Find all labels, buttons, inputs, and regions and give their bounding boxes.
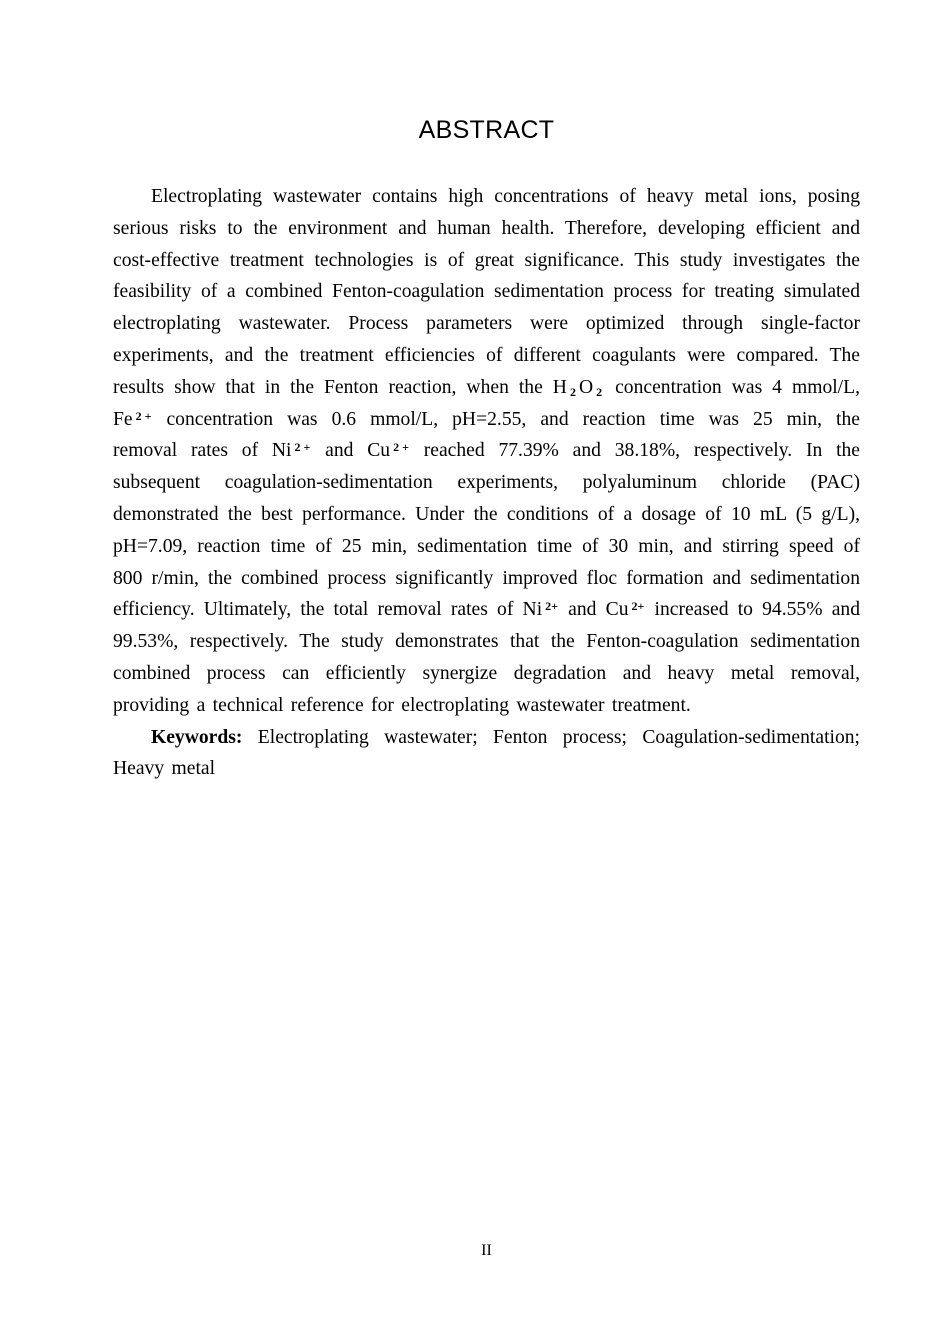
text-line xyxy=(113,626,860,658)
keywords-label: Keywords: xyxy=(151,726,243,748)
superscript: 2 + xyxy=(393,440,409,455)
text-line xyxy=(113,435,860,467)
text-line xyxy=(113,276,860,308)
text-run: Heavy metal xyxy=(113,758,216,780)
subscript: 2 xyxy=(596,385,603,400)
text-run: efficiency. Ultimately, the total removal rates of Ni xyxy=(113,599,543,621)
text-line xyxy=(113,181,860,213)
text-run: concentration was 4 mmol/L, xyxy=(605,376,860,398)
text-run: electroplating wastewater. Process parameters were optimized through single-factor xyxy=(113,313,860,335)
text-run: concentration was 0.6 mmol/L, pH=2.55, and reaction time was 25 min, the xyxy=(152,408,860,430)
text-line xyxy=(113,404,860,436)
text-run: increased to 94.55% and xyxy=(645,599,861,621)
page-number: II xyxy=(481,1242,492,1259)
text-run: Fe xyxy=(113,408,133,430)
text-line xyxy=(113,690,860,722)
abstract-body xyxy=(113,181,860,785)
text-run: O xyxy=(578,376,594,398)
text-line xyxy=(113,753,860,785)
superscript: 2+ xyxy=(545,599,558,614)
superscript: 2 + xyxy=(135,408,152,423)
text-line xyxy=(113,308,860,340)
text-run: experiments, and the treatment efficiencies of different coagulants were compared. The xyxy=(113,344,860,366)
text-run: and Cu xyxy=(311,440,391,462)
text-line xyxy=(113,340,860,372)
subscript: 2 xyxy=(569,385,576,400)
abstract-keywords xyxy=(113,722,860,786)
text-run: 99.53%, respectively. The study demonstrates that the Fenton-coagulation sedimentation xyxy=(113,631,860,653)
text-line xyxy=(113,499,860,531)
abstract-paragraph xyxy=(113,181,860,722)
text-line xyxy=(113,213,860,245)
text-run: subsequent coagulation-sedimentation experiments, polyaluminum chloride (PAC) xyxy=(113,472,860,494)
text-run: removal rates of Ni xyxy=(113,440,292,462)
text-run: providing a technical reference for electroplating wastewater treatment. xyxy=(113,694,691,716)
text-line xyxy=(113,245,860,277)
text-run: pH=7.09, reaction time of 25 min, sedimentation time of 30 min, and stirring speed of xyxy=(113,535,860,557)
text-line xyxy=(113,467,860,499)
text-run: Electroplating wastewater contains high concentrations of heavy metal ions, posing xyxy=(151,186,860,207)
text-run: serious risks to the environment and human health. Therefore, developing efficient and xyxy=(113,217,860,239)
text-run: combined process can efficiently synergize degradation and heavy metal removal, xyxy=(113,662,860,684)
text-run: demonstrated the best performance. Under the conditions of a dosage of 10 mL (5 g/L), xyxy=(113,503,860,525)
text-run: reached 77.39% and 38.18%, respectively. In the xyxy=(409,440,861,462)
text-line xyxy=(113,563,860,595)
text-line xyxy=(113,658,860,690)
text-line xyxy=(113,531,860,563)
text-line xyxy=(113,594,860,626)
text-run: 800 r/min, the combined process significantly improved floc formation and sedimentation xyxy=(113,567,860,589)
page-title: ABSTRACT xyxy=(418,116,555,144)
text-line xyxy=(113,722,860,754)
superscript: 2+ xyxy=(631,599,645,614)
text-line xyxy=(113,372,860,404)
superscript: 2 + xyxy=(294,440,311,455)
text-run: Electroplating wastewater; Fenton process; Coagulation-sedimentation; xyxy=(242,726,860,748)
text-run: and Cu xyxy=(559,599,629,621)
text-run: feasibility of a combined Fenton-coagulation sedimentation process for treating simulated xyxy=(113,281,860,303)
text-run: results show that in the Fenton reaction, when the H xyxy=(113,376,567,398)
text-run: cost-effective treatment technologies is of great significance. This study investigates the xyxy=(113,249,860,271)
